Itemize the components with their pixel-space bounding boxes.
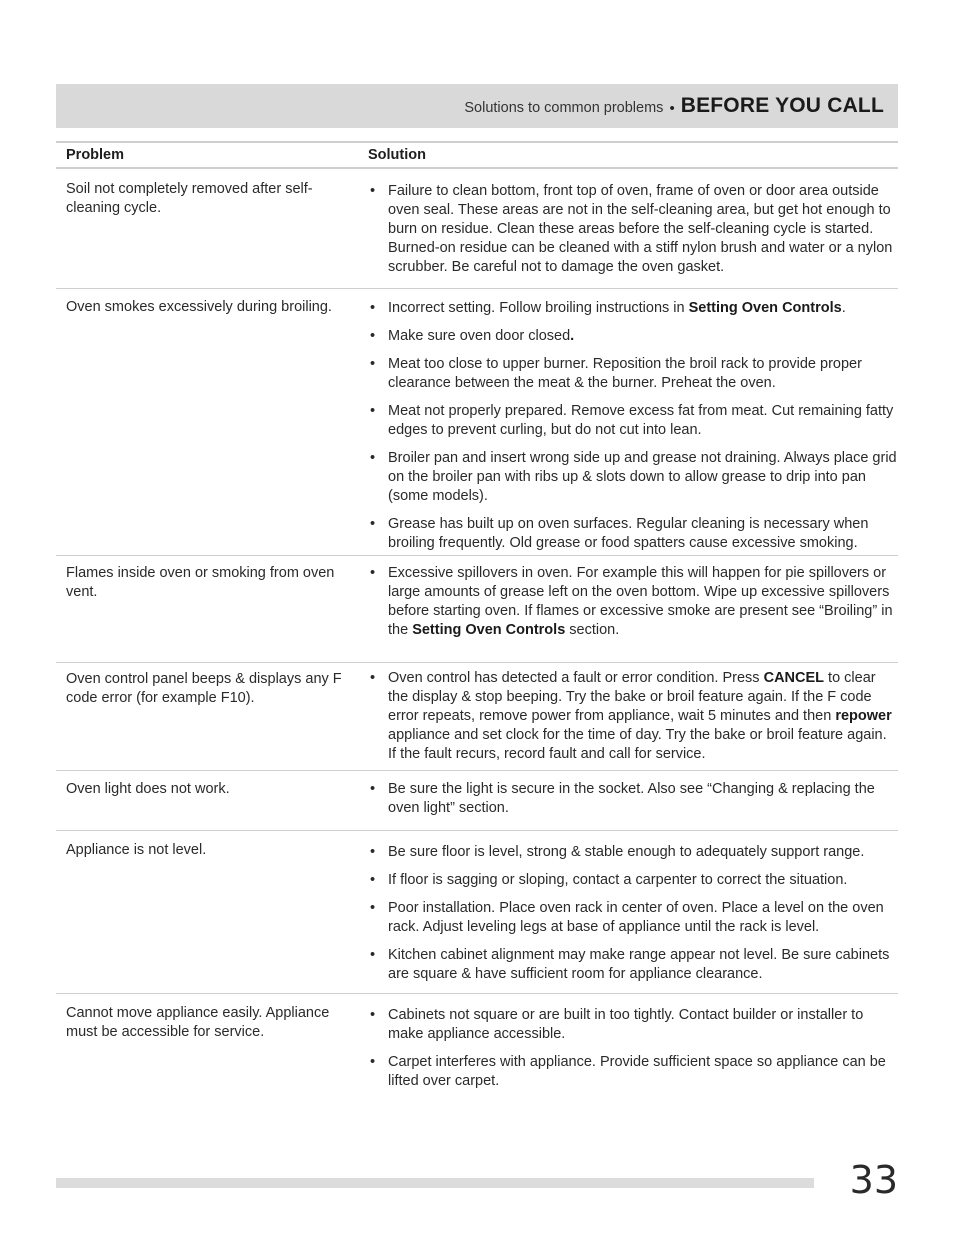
problem-cell: Oven control panel beeps & displays any F code error (for example F10).: [66, 671, 342, 706]
bullet-marker: •: [370, 565, 376, 581]
bullet-marker: •: [370, 872, 376, 888]
solution-text: [388, 780, 898, 818]
troubleshooting-table: [56, 141, 898, 1089]
page-header: [56, 84, 898, 128]
page-number: 33: [849, 1158, 898, 1202]
solution-item: [368, 843, 898, 862]
solution-text: [388, 564, 898, 640]
solution-item: [368, 449, 898, 506]
table-header: [56, 141, 898, 169]
text-run: Meat too close to upper burner. Reposition the broil rack to provide proper clearance between the meat & the burner. Preheat the oven.: [388, 356, 862, 391]
solution-item: [368, 402, 898, 440]
solution-cell: [358, 831, 898, 993]
table-row: [56, 994, 898, 1094]
text-run: Grease has built up on oven surfaces. Regular cleaning is necessary when broiling frequently. Old grease or food spatters cause excessive smoking.: [388, 516, 869, 551]
solution-cell: [358, 289, 898, 555]
footer-bar: [56, 1178, 814, 1188]
solution-text: [388, 1006, 898, 1044]
solution-item: [368, 899, 898, 937]
table-row: [56, 556, 898, 663]
solution-text: [388, 843, 898, 862]
text-run: to clear the display & stop beeping. Try the bake or broil feature again. If the F code error repeats, remove power from appliance, wait 5 minutes and then: [388, 670, 876, 724]
solution-text: [388, 669, 898, 764]
bullet-marker: •: [370, 356, 376, 372]
bold-term: repower: [835, 708, 892, 724]
table-row: [56, 831, 898, 994]
solution-item: [368, 182, 898, 277]
bold-term: Setting Oven Controls: [412, 622, 566, 638]
solution-item: [368, 564, 898, 640]
problem-cell: Oven light does not work.: [66, 781, 230, 797]
solution-text: [388, 299, 898, 318]
bullet-marker: •: [370, 450, 376, 466]
bullet-marker: •: [370, 1054, 376, 1070]
text-run: If floor is sagging or sloping, contact a carpenter to correct the situation.: [388, 872, 848, 888]
problem-cell: Cannot move appliance easily. Appliance must be accessible for service.: [66, 1005, 330, 1040]
solution-item: [368, 355, 898, 393]
column-header-solution: Solution: [368, 147, 426, 163]
solution-cell: [358, 994, 898, 1094]
solution-text: [388, 402, 898, 440]
table-row: [56, 663, 898, 771]
text-run: Broiler pan and insert wrong side up and grease not draining. Always place grid on the broiler pan with ribs up & slots down to allow grease to drip into pan (some models).: [388, 450, 897, 504]
solution-item: [368, 515, 898, 553]
solution-cell: [358, 556, 898, 662]
text-run: Cabinets not square or are built in too tightly. Contact builder or installer to make appliance accessible.: [388, 1007, 864, 1042]
text-run: .: [841, 300, 846, 316]
bullet-marker: •: [370, 844, 376, 860]
header-bullet: •: [669, 99, 675, 117]
text-run: Excessive spillovers in oven. For example this will happen for pie spillovers or large amounts of grease left on the oven bottom. Wipe up excessive spillovers before starting oven. If flames or excessive smoke are present see “Broiling” in the: [388, 565, 893, 638]
text-run: Be sure floor is level, strong & stable enough to adequately support range.: [388, 844, 865, 860]
solution-text: [388, 946, 898, 984]
solution-text: [388, 355, 898, 393]
bold-term: CANCEL: [763, 670, 825, 686]
solution-text: [388, 327, 898, 346]
bullet-marker: •: [370, 900, 376, 916]
bullet-marker: •: [370, 670, 376, 686]
text-run: Be sure the light is secure in the socket. Also see “Changing & replacing the oven light” section.: [388, 781, 875, 816]
text-run: appliance and set clock for the time of day. Try the bake or broil feature again. If the fault recurs, record fault and call for service.: [388, 727, 887, 762]
bullet-marker: •: [370, 947, 376, 963]
bullet-marker: •: [370, 781, 376, 797]
table-row: [56, 289, 898, 556]
text-run: Kitchen cabinet alignment may make range appear not level. Be sure cabinets are square & have sufficient room for appliance clearance.: [388, 947, 890, 982]
solution-item: [368, 669, 898, 764]
bullet-marker: •: [370, 300, 376, 316]
problem-cell: Soil not completely removed after self-cleaning cycle.: [66, 181, 313, 216]
solution-text: [388, 515, 898, 553]
bold-term: Setting Oven Controls: [688, 300, 842, 316]
text-run: Failure to clean bottom, front top of oven, frame of oven or door area outside oven seal. These areas are not in the self-cleaning area, but get hot enough to burn on residue. Clean these areas before the self-cleaning cycle is started. Burned-on residue can be cleaned with a stiff nylon brush and water or a nylon scrubber. Be careful not to damage the oven gasket.: [388, 183, 893, 275]
table-row: [56, 171, 898, 289]
solution-item: [368, 946, 898, 984]
solution-text: [388, 1053, 898, 1091]
text-run: Oven control has detected a fault or error condition. Press: [388, 670, 764, 686]
text-run: Carpet interferes with appliance. Provide sufficient space so appliance can be lifted over carpet.: [388, 1054, 886, 1089]
solution-item: [368, 1006, 898, 1044]
text-run: Incorrect setting. Follow broiling instructions in: [388, 300, 689, 316]
solution-item: [368, 299, 898, 318]
bullet-marker: •: [370, 516, 376, 532]
solution-cell: [358, 771, 898, 830]
solution-item: [368, 780, 898, 818]
solution-text: [388, 182, 898, 277]
bullet-marker: •: [370, 1007, 376, 1023]
header-subtitle: Solutions to common problems: [464, 100, 664, 116]
solution-text: [388, 449, 898, 506]
header-title: BEFORE YOU CALL: [680, 94, 884, 117]
solution-item: [368, 1053, 898, 1091]
bold-term: .: [570, 328, 575, 344]
bullet-marker: •: [370, 183, 376, 199]
solution-item: [368, 871, 898, 890]
problem-cell: Appliance is not level.: [66, 842, 207, 858]
solution-text: [388, 899, 898, 937]
problem-cell: Oven smokes excessively during broiling.: [66, 299, 332, 315]
text-run: Meat not properly prepared. Remove excess fat from meat. Cut remaining fatty edges to prevent curling, but do not cut into lean.: [388, 403, 894, 438]
bullet-marker: •: [370, 403, 376, 419]
table-row: [56, 771, 898, 831]
solution-cell: [358, 663, 898, 770]
bullet-marker: •: [370, 328, 376, 344]
text-run: Make sure oven door closed: [388, 328, 571, 344]
text-run: Poor installation. Place oven rack in center of oven. Place a level on the oven rack. Adjust leveling legs at base of appliance until the rack is level.: [388, 900, 884, 935]
solution-text: [388, 871, 898, 890]
text-run: section.: [565, 622, 620, 638]
solution-cell: [358, 171, 898, 288]
solution-item: [368, 327, 898, 346]
problem-cell: Flames inside oven or smoking from oven vent.: [66, 565, 335, 600]
column-header-problem: Problem: [66, 147, 125, 163]
